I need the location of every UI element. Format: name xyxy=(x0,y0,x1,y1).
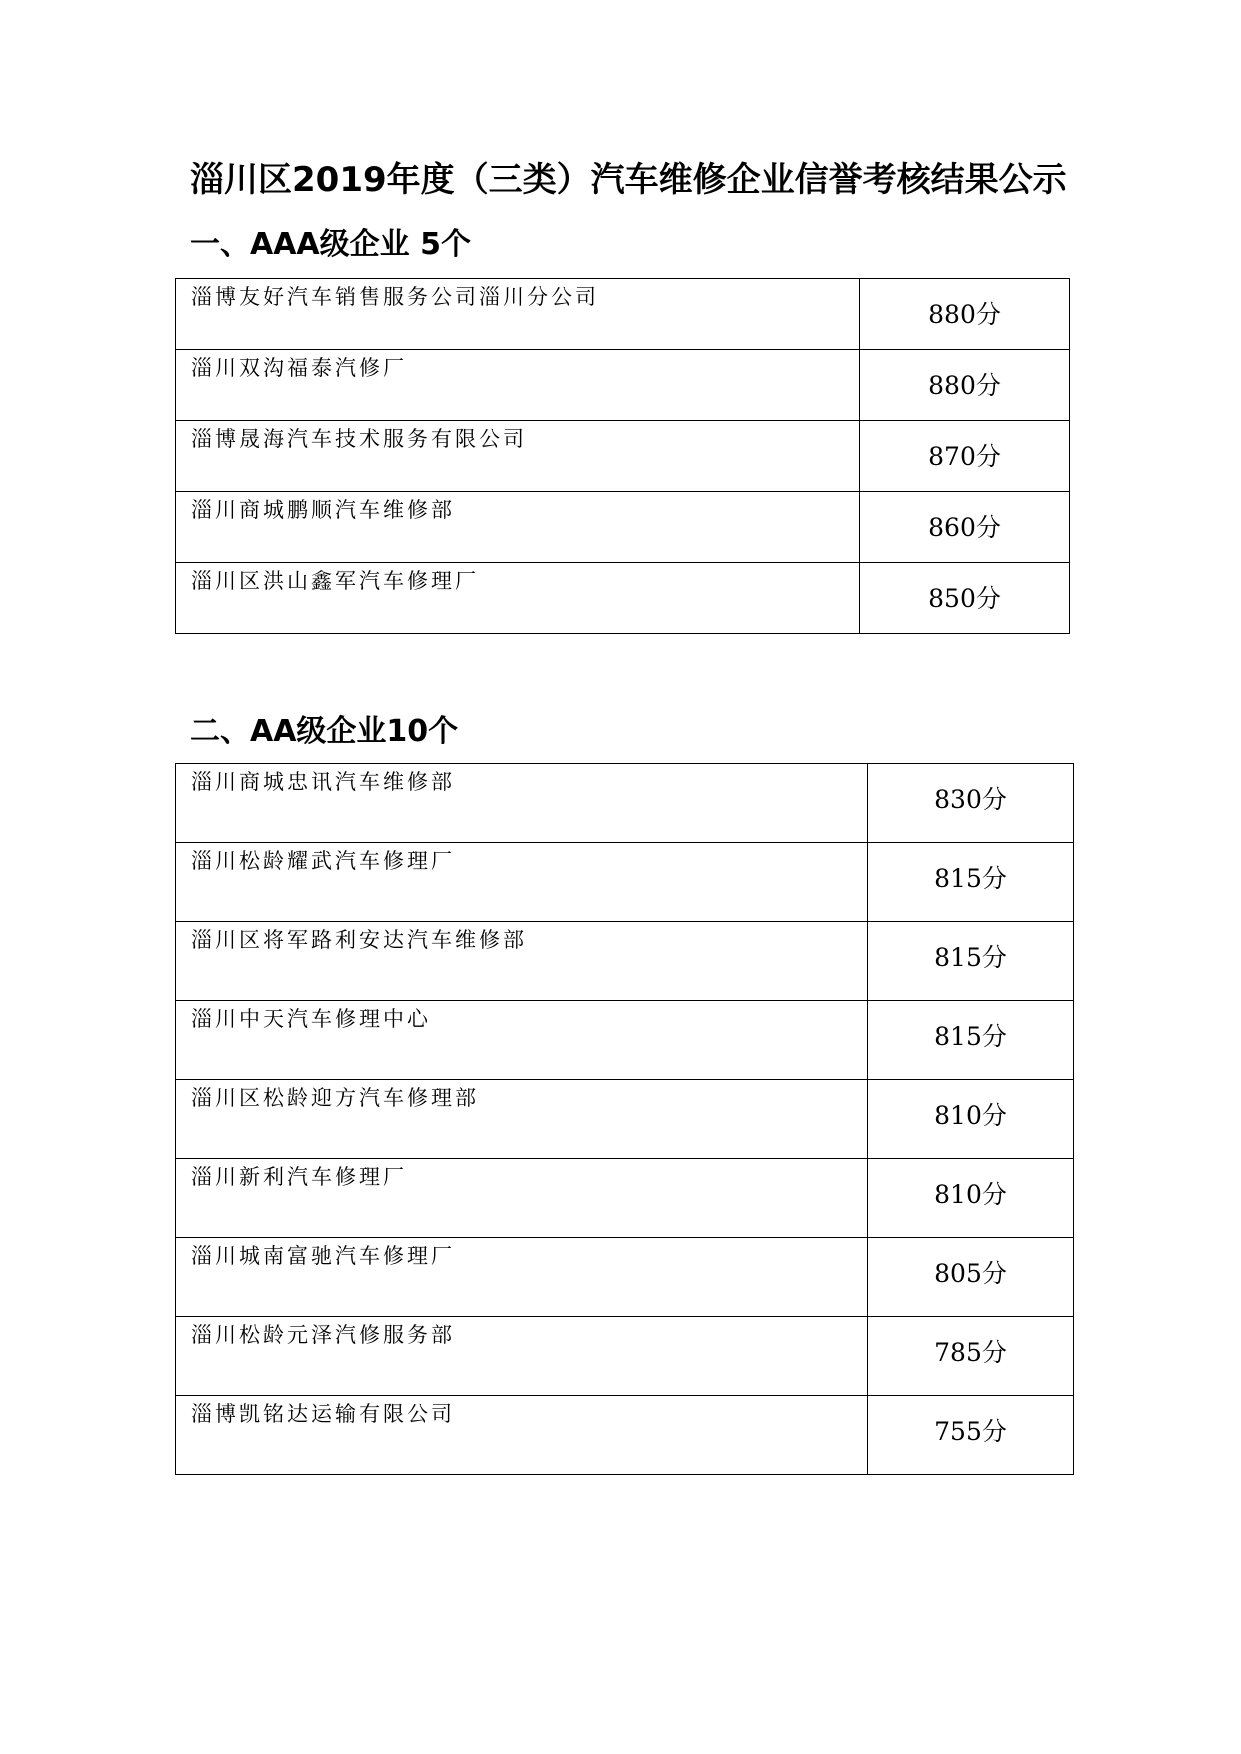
company-name-cell: 淄川双沟福泰汽修厂 xyxy=(176,350,860,421)
table-row xyxy=(176,1080,1074,1159)
aa-score-table xyxy=(175,763,1074,1475)
table-row xyxy=(176,1396,1074,1475)
table-row xyxy=(176,843,1074,922)
company-name-cell: 淄博晟海汽车技术服务有限公司 xyxy=(176,421,860,492)
table-row xyxy=(176,350,1070,421)
company-name-cell: 淄博友好汽车销售服务公司淄川分公司 xyxy=(176,279,860,350)
score-cell: 880分 xyxy=(860,350,1070,421)
aaa-score-table xyxy=(175,278,1070,634)
company-name-cell: 淄川新利汽车修理厂 xyxy=(176,1159,868,1238)
company-name-cell: 淄川区将军路利安达汽车维修部 xyxy=(176,922,868,1001)
company-name-cell: 淄川区洪山鑫军汽车修理厂 xyxy=(176,563,860,634)
score-cell: 810分 xyxy=(868,1080,1074,1159)
score-cell: 870分 xyxy=(860,421,1070,492)
table-row xyxy=(176,1001,1074,1080)
section-heading-aaa: 一、AAA级企业 5个 xyxy=(190,227,471,262)
table-row xyxy=(176,421,1070,492)
company-name-cell: 淄川松龄耀武汽车修理厂 xyxy=(176,843,868,922)
table-row xyxy=(176,1159,1074,1238)
table-row xyxy=(176,922,1074,1001)
table-row xyxy=(176,764,1074,843)
table-row xyxy=(176,1317,1074,1396)
company-name-cell: 淄川松龄元泽汽修服务部 xyxy=(176,1317,868,1396)
company-name-cell: 淄博凯铭达运输有限公司 xyxy=(176,1396,868,1475)
score-cell: 815分 xyxy=(868,843,1074,922)
company-name-cell: 淄川城南富驰汽车修理厂 xyxy=(176,1238,868,1317)
company-name-cell: 淄川商城忠讯汽车维修部 xyxy=(176,764,868,843)
score-cell: 880分 xyxy=(860,279,1070,350)
page-title: 淄川区2019年度（三类）汽车维修企业信誉考核结果公示 xyxy=(190,160,1067,200)
score-cell: 860分 xyxy=(860,492,1070,563)
score-cell: 805分 xyxy=(868,1238,1074,1317)
company-name-cell: 淄川商城鹏顺汽车维修部 xyxy=(176,492,860,563)
table-row xyxy=(176,563,1070,634)
table-row xyxy=(176,492,1070,563)
table-row xyxy=(176,279,1070,350)
score-cell: 850分 xyxy=(860,563,1070,634)
score-cell: 815分 xyxy=(868,1001,1074,1080)
score-cell: 830分 xyxy=(868,764,1074,843)
company-name-cell: 淄川区松龄迎方汽车修理部 xyxy=(176,1080,868,1159)
score-cell: 785分 xyxy=(868,1317,1074,1396)
score-cell: 755分 xyxy=(868,1396,1074,1475)
table-row xyxy=(176,1238,1074,1317)
score-cell: 810分 xyxy=(868,1159,1074,1238)
company-name-cell: 淄川中天汽车修理中心 xyxy=(176,1001,868,1080)
section-heading-aa: 二、AA级企业10个 xyxy=(190,714,459,749)
score-cell: 815分 xyxy=(868,922,1074,1001)
